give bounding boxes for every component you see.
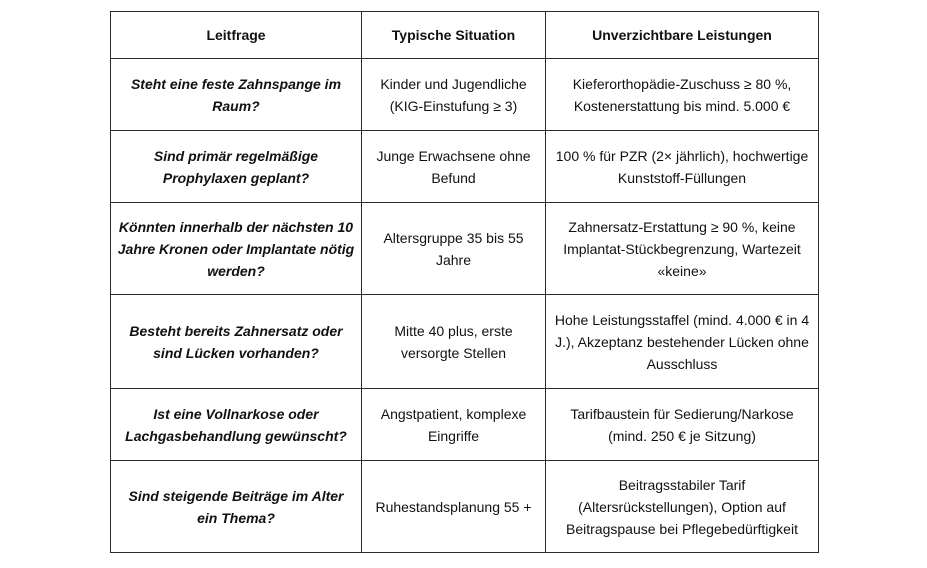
services-cell: Zahnersatz-Erstattung ≥ 90 %, keine Implantat-Stückbegrenzung, Wartezeit «keine» (546, 203, 819, 295)
services-cell: Tarifbaustein für Sedierung/Narkose (mind. 250 € je Sitzung) (546, 389, 819, 461)
table-row (111, 131, 819, 203)
question-cell: Ist eine Vollnarkose oder Lachgasbehandlung gewünscht? (111, 389, 362, 461)
services-cell: Beitragsstabiler Tarif (Altersrückstellungen), Option auf Beitragspause bei Pflegebedürftigkeit (546, 461, 819, 553)
question-cell: Besteht bereits Zahnersatz oder sind Lücken vorhanden? (111, 295, 362, 389)
table-row (111, 203, 819, 295)
situation-cell: Kinder und Jugendliche (KIG-Einstufung ≥ 3) (362, 59, 546, 131)
header-leitfrage: Leitfrage (111, 12, 362, 59)
header-typische-situation: Typische Situation (362, 12, 546, 59)
question-cell: Könnten innerhalb der nächsten 10 Jahre Kronen oder Implantate nötig werden? (111, 203, 362, 295)
table-row (111, 59, 819, 131)
situation-cell: Junge Erwachsene ohne Befund (362, 131, 546, 203)
services-cell: Kieferorthopädie-Zuschuss ≥ 80 %, Kostenerstattung bis mind. 5.000 € (546, 59, 819, 131)
situation-cell: Angstpatient, komplexe Eingriffe (362, 389, 546, 461)
table-row (111, 389, 819, 461)
services-cell: 100 % für PZR (2× jährlich), hochwertige Kunststoff-Füllungen (546, 131, 819, 203)
table-row (111, 461, 819, 553)
table-header-row (111, 12, 819, 59)
table-row (111, 295, 819, 389)
situation-cell: Mitte 40 plus, erste versorgte Stellen (362, 295, 546, 389)
header-unverzichtbare-leistungen: Unverzichtbare Leistungen (546, 12, 819, 59)
insurance-guide-table (110, 11, 819, 553)
situation-cell: Ruhestandsplanung 55 + (362, 461, 546, 553)
services-cell: Hohe Leistungsstaffel (mind. 4.000 € in 4 J.), Akzeptanz bestehender Lücken ohne Ausschluss (546, 295, 819, 389)
question-cell: Sind primär regelmäßige Prophylaxen geplant? (111, 131, 362, 203)
situation-cell: Altersgruppe 35 bis 55 Jahre (362, 203, 546, 295)
question-cell: Sind steigende Beiträge im Alter ein Thema? (111, 461, 362, 553)
question-cell: Steht eine feste Zahnspange im Raum? (111, 59, 362, 131)
